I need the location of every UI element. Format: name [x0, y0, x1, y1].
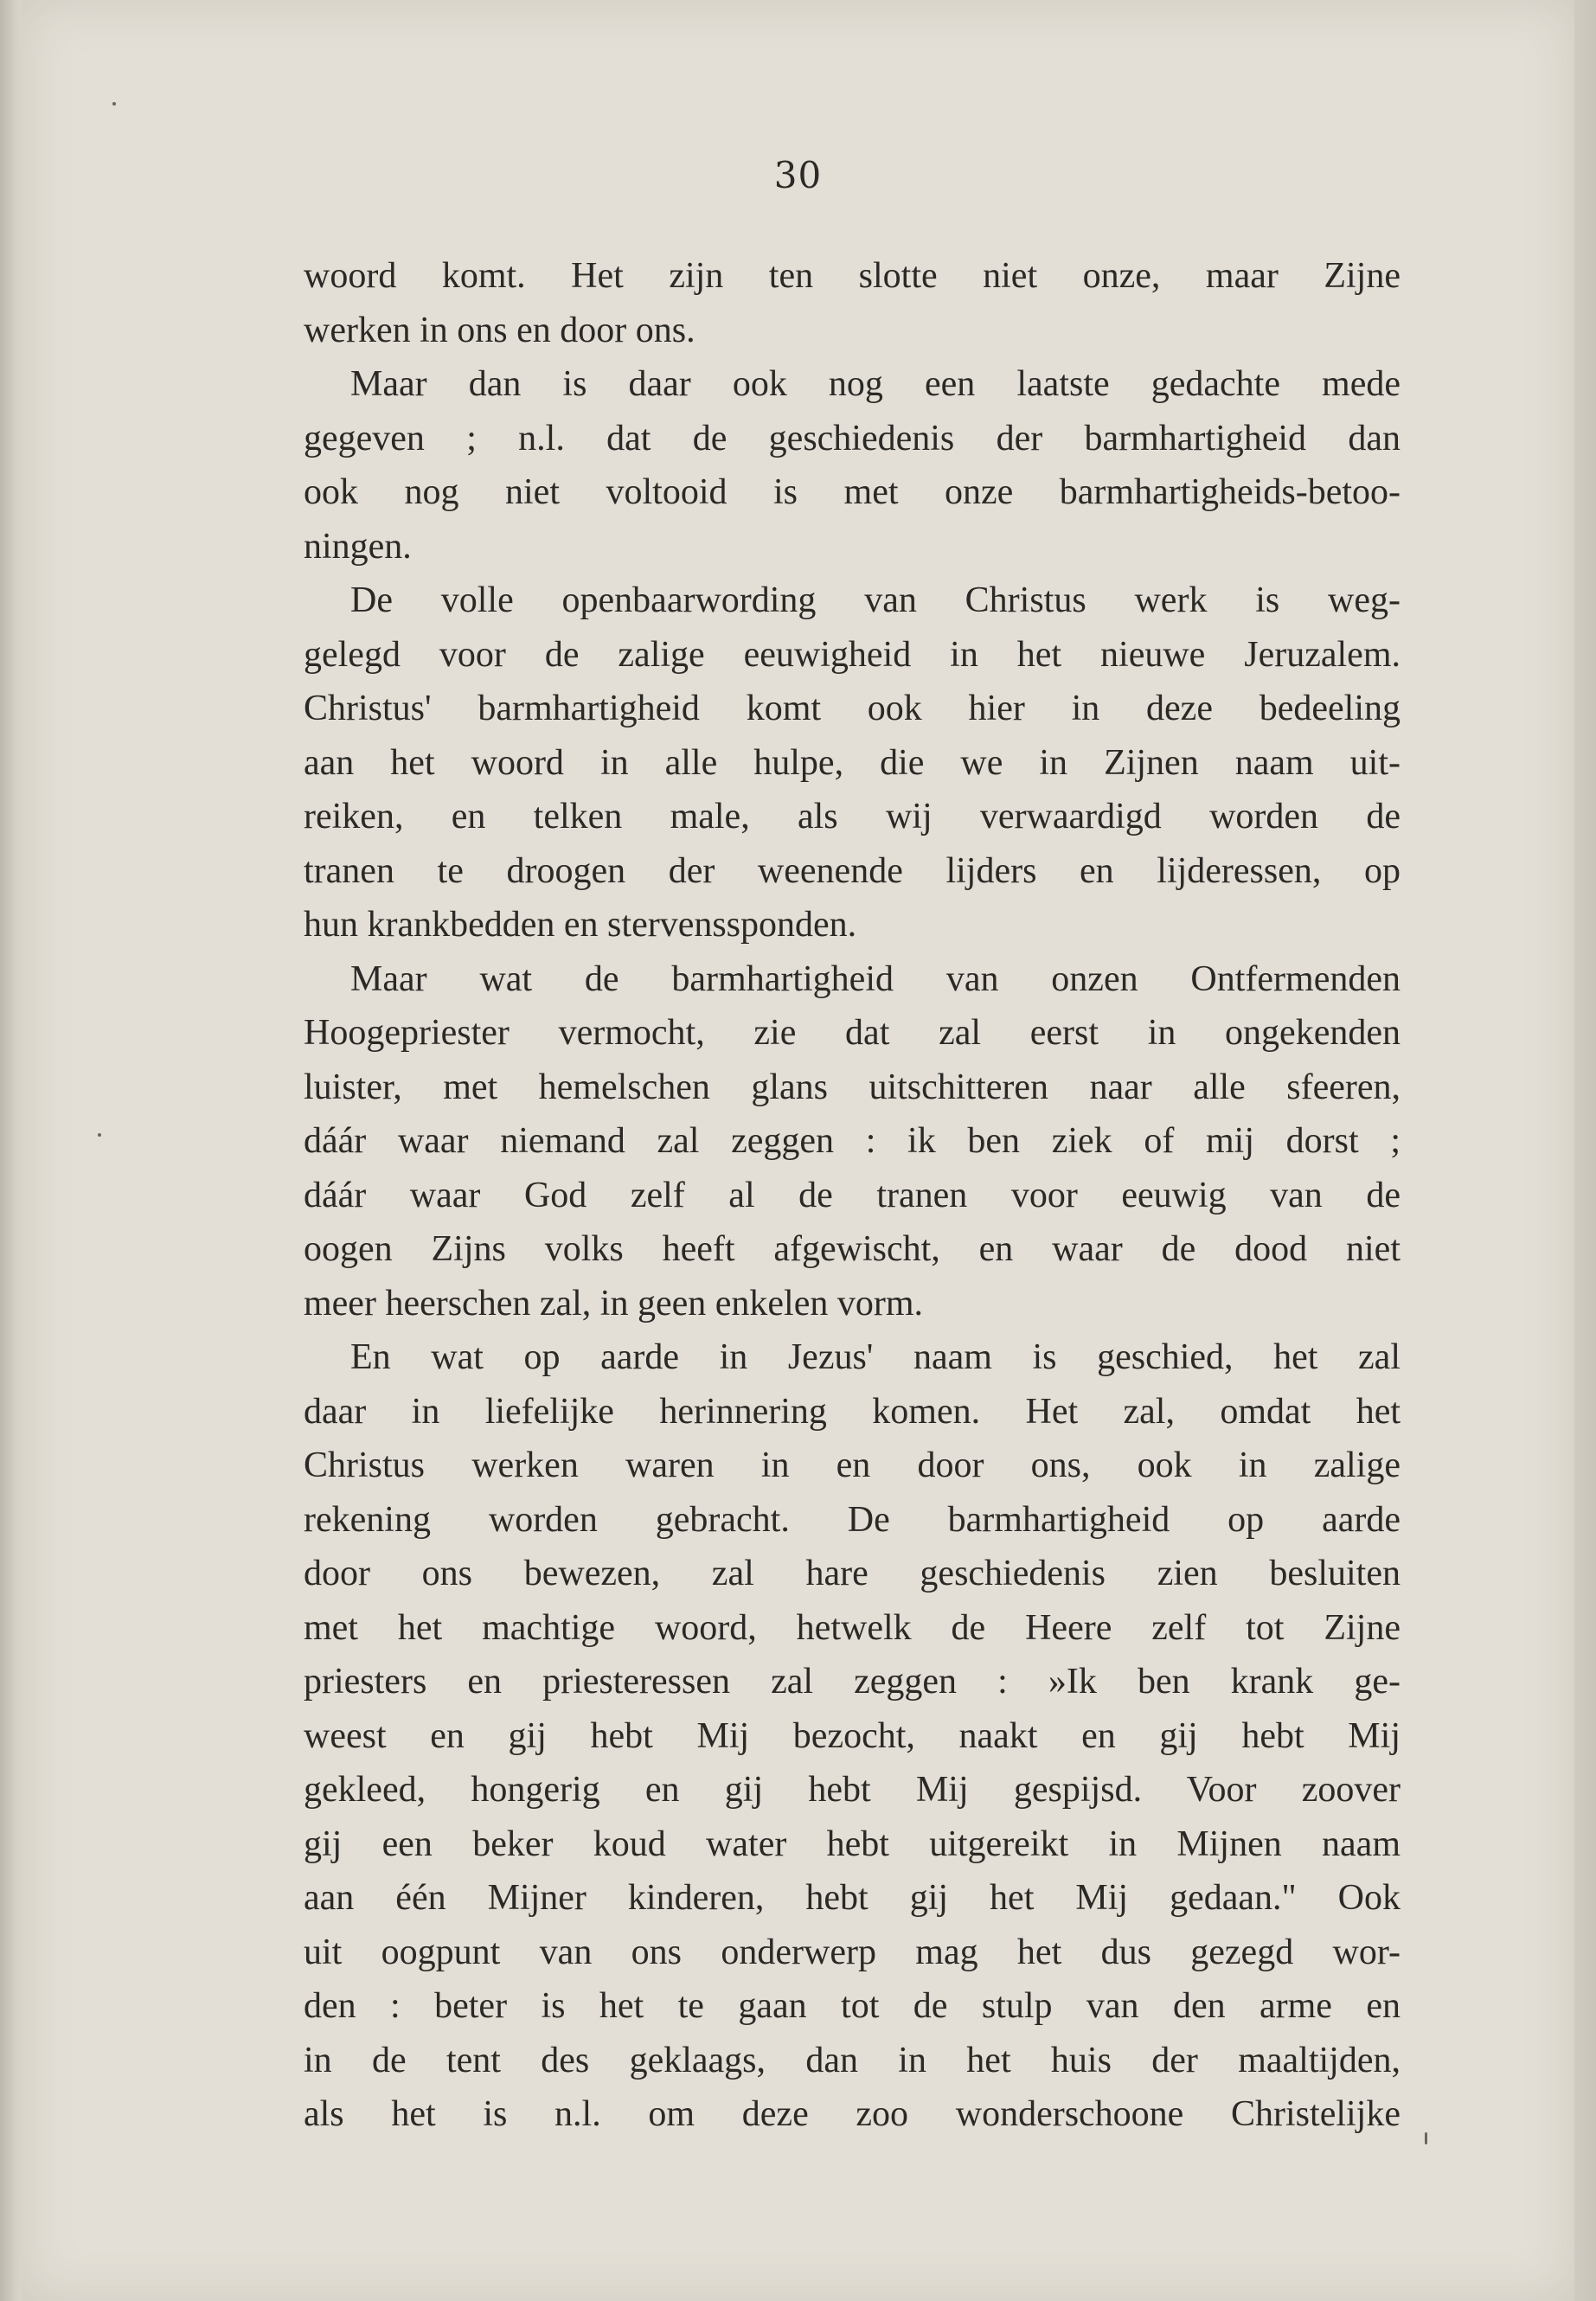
text-line: daar in liefelijke herinnering komen. Het zal, omdat het — [304, 1391, 1401, 1432]
text-line: gegeven ; n.l. dat de geschiedenis der barmhartigheid dan — [304, 418, 1401, 458]
text-line: ningen. — [304, 526, 412, 567]
text-line: De volle openbaarwording van Christus werk is weg- — [350, 580, 1401, 620]
text-line: tranen te droogen der weenende lijders en lijderessen, op — [304, 850, 1401, 891]
text-line: gij een beker koud water hebt uitgereikt in Mijnen naam — [304, 1823, 1401, 1864]
text-line: door ons bewezen, zal hare geschiedenis zien besluiten — [304, 1554, 1401, 1593]
text-line: Hoogepriester vermocht, zie dat zal eerst in ongekenden — [304, 1013, 1401, 1053]
text-line: met het machtige woord, hetwelk de Heere zelf tot Zijne — [304, 1607, 1401, 1648]
text-line: aan het woord in alle hulpe, die we in Zijnen naam uit- — [304, 742, 1401, 783]
text-line: oogen Zijns volks heeft afgewischt, en waar de dood niet — [304, 1229, 1401, 1269]
text-line: Christus werken waren in en door ons, ook in zalige — [304, 1445, 1401, 1485]
text-line: hun krankbedden en stervenssponden. — [304, 905, 857, 945]
paper-speck — [98, 1133, 101, 1137]
text-line: ook nog niet voltooid is met onze barmhartigheids-betoo- — [304, 472, 1401, 512]
text-line: Maar dan is daar ook nog een laatste gedachte mede — [350, 364, 1401, 404]
text-line: reiken, en telken male, als wij verwaardigd worden de — [304, 797, 1401, 836]
text-line: aan één Mijner kinderen, hebt gij het Mij gedaan." Ook — [304, 1878, 1401, 1918]
text-line: werken in ons en door ons. — [304, 310, 695, 350]
text-line: dáár waar God zelf al de tranen voor eeuwig van de — [304, 1175, 1401, 1215]
text-line: uit oogpunt van ons onderwerp mag het dus gezegd wor- — [304, 1932, 1401, 1972]
text-line: als het is n.l. om deze zoo wonderschoone Christelijke — [304, 2094, 1401, 2134]
text-line: dáár waar niemand zal zeggen : ik ben ziek of mij dorst ; — [304, 1121, 1401, 1161]
text-line: rekening worden gebracht. De barmhartigheid op aarde — [304, 1499, 1401, 1540]
text-line: luister, met hemelschen glans uitschitteren naar alle sfeeren, — [304, 1067, 1401, 1107]
page-number: 30 — [773, 154, 823, 196]
text-line: den : beter is het te gaan tot de stulp van den arme en — [304, 1986, 1401, 2026]
text-line: gelegd voor de zalige eeuwigheid in het nieuwe Jeruzalem. — [304, 634, 1401, 675]
text-line: Maar wat de barmhartigheid van onzen Ontfermenden — [350, 958, 1401, 999]
text-line: meer heerschen zal, in geen enkelen vorm. — [304, 1283, 923, 1324]
text-line: priesters en priesteressen zal zeggen : »Ik ben krank ge- — [304, 1662, 1401, 1702]
text-line: En wat op aarde in Jezus' naam is geschied, het zal — [350, 1337, 1401, 1377]
paper-speck — [112, 102, 116, 106]
text-line: Christus' barmhartigheid komt ook hier in deze bedeeling — [304, 689, 1401, 728]
text-line: woord komt. Het zijn ten slotte niet onze, maar Zijne — [304, 256, 1401, 296]
body-text — [304, 249, 1401, 2142]
text-line: weest en gij hebt Mij bezocht, naakt en gij hebt Mij — [304, 1715, 1401, 1756]
text-line: gekleed, hongerig en gij hebt Mij gespijsd. Voor zoover — [304, 1770, 1401, 1810]
text-line: in de tent des geklaags, dan in het huis der maaltijden, — [304, 2040, 1401, 2080]
book-page — [22, 0, 1574, 2301]
paper-speck — [1425, 2132, 1427, 2144]
